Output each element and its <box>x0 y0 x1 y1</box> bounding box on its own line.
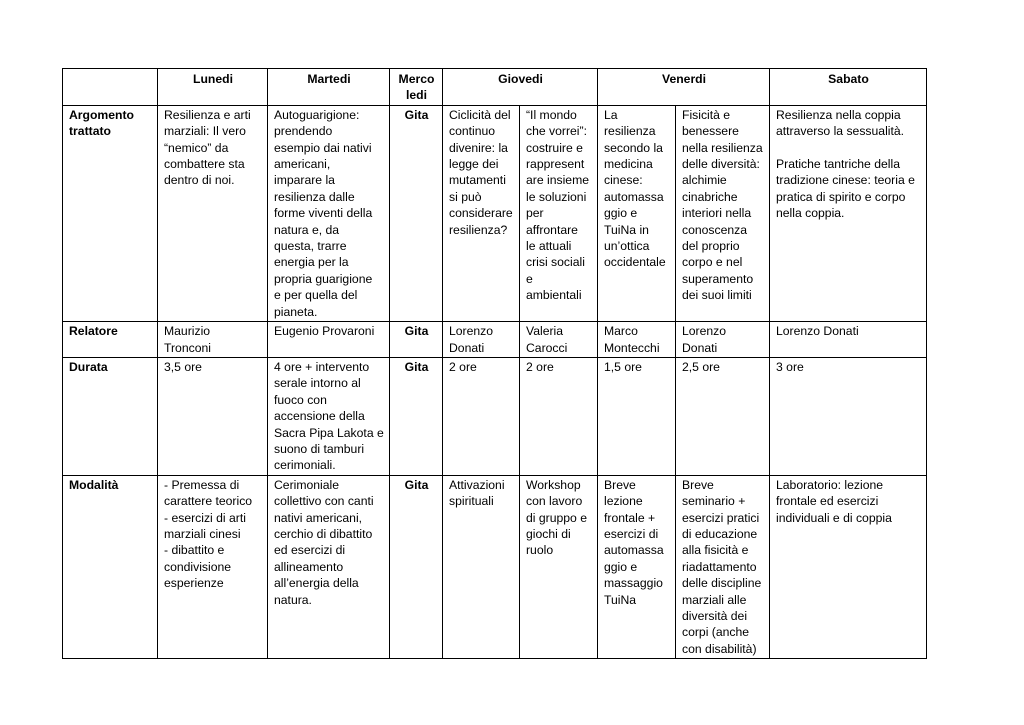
durata-mercoledi: Gita <box>390 357 443 475</box>
durata-giovedi-a: 2 ore <box>443 357 520 475</box>
argomento-mercoledi: Gita <box>390 105 443 321</box>
durata-giovedi-b: 2 ore <box>520 357 598 475</box>
header-mercoledi: Merco ledi <box>390 69 443 106</box>
relatore-venerdi-a: Marco Montecchi <box>598 322 676 358</box>
row-label-modalita: Modalità <box>63 475 158 658</box>
header-martedi: Martedi <box>268 69 390 106</box>
relatore-lunedi: Maurizio Tronconi <box>158 322 268 358</box>
relatore-mercoledi: Gita <box>390 322 443 358</box>
durata-venerdi-b: 2,5 ore <box>676 357 770 475</box>
header-row <box>63 69 927 106</box>
argomento-giovedi-a: Ciclicità del continuo divenire: la legge dei mutamenti si può considerare resilienza? <box>443 105 520 321</box>
durata-martedi: 4 ore + intervento serale intorno al fuoco con accensione della Sacra Pipa Lakota e suono di tamburi cerimoniali. <box>268 357 390 475</box>
modalita-mercoledi: Gita <box>390 475 443 658</box>
header-giovedi: Giovedi <box>443 69 598 106</box>
argomento-sabato: Resilienza nella coppia attraverso la sessualità. Pratiche tantriche della tradizione cinese: teoria e pratica di spirito e corpo nella coppia. <box>770 105 927 321</box>
header-lunedi: Lunedi <box>158 69 268 106</box>
durata-lunedi: 3,5 ore <box>158 357 268 475</box>
row-relatore <box>63 322 927 358</box>
modalita-martedi: Cerimoniale collettivo con canti nativi americani, cerchio di dibattito ed esercizi di allineamento all’energia della natura. <box>268 475 390 658</box>
row-argomento <box>63 105 927 321</box>
modalita-venerdi-b: Breve seminario + esercizi pratici di educazione alla fisicità e riadattamento delle discipline marziali alle diversità dei corpi (anche con disabilità) <box>676 475 770 658</box>
corner-cell <box>63 69 158 106</box>
relatore-martedi: Eugenio Provaroni <box>268 322 390 358</box>
argomento-giovedi-b: “Il mondo che vorrei”: costruire e rappresent are insieme le soluzioni per affrontare le attuali crisi sociali e ambientali <box>520 105 598 321</box>
modalita-lunedi: - Premessa di carattere teorico - esercizi di arti marziali cinesi - dibattito e condivisione esperienze <box>158 475 268 658</box>
header-sabato: Sabato <box>770 69 927 106</box>
argomento-lunedi: Resilienza e arti marziali: Il vero “nemico” da combattere sta dentro di noi. <box>158 105 268 321</box>
row-label-durata: Durata <box>63 357 158 475</box>
relatore-giovedi-a: Lorenzo Donati <box>443 322 520 358</box>
schedule-table <box>62 68 927 659</box>
row-modalita <box>63 475 927 658</box>
argomento-martedi: Autoguarigione: prendendo esempio dai nativi americani, imparare la resilienza dalle forme viventi della natura e, da questa, trarre energia per la propria guarigione e per quella del pianeta. <box>268 105 390 321</box>
relatore-giovedi-b: Valeria Carocci <box>520 322 598 358</box>
row-label-argomento: Argomento trattato <box>63 105 158 321</box>
header-venerdi: Venerdi <box>598 69 770 106</box>
argomento-venerdi-b: Fisicità e benessere nella resilienza delle diversità: alchimie cinabriche interiori nella conoscenza del proprio corpo e nel superamento dei suoi limiti <box>676 105 770 321</box>
row-durata <box>63 357 927 475</box>
relatore-sabato: Lorenzo Donati <box>770 322 927 358</box>
modalita-sabato: Laboratorio: lezione frontale ed esercizi individuali e di coppia <box>770 475 927 658</box>
modalita-venerdi-a: Breve lezione frontale + esercizi di automassa ggio e massaggio TuiNa <box>598 475 676 658</box>
argomento-venerdi-a: La resilienza secondo la medicina cinese: automassa ggio e TuiNa in un’ottica occidentale <box>598 105 676 321</box>
row-label-relatore: Relatore <box>63 322 158 358</box>
durata-sabato: 3 ore <box>770 357 927 475</box>
modalita-giovedi-b: Workshop con lavoro di gruppo e giochi di ruolo <box>520 475 598 658</box>
modalita-giovedi-a: Attivazioni spirituali <box>443 475 520 658</box>
relatore-venerdi-b: Lorenzo Donati <box>676 322 770 358</box>
durata-venerdi-a: 1,5 ore <box>598 357 676 475</box>
